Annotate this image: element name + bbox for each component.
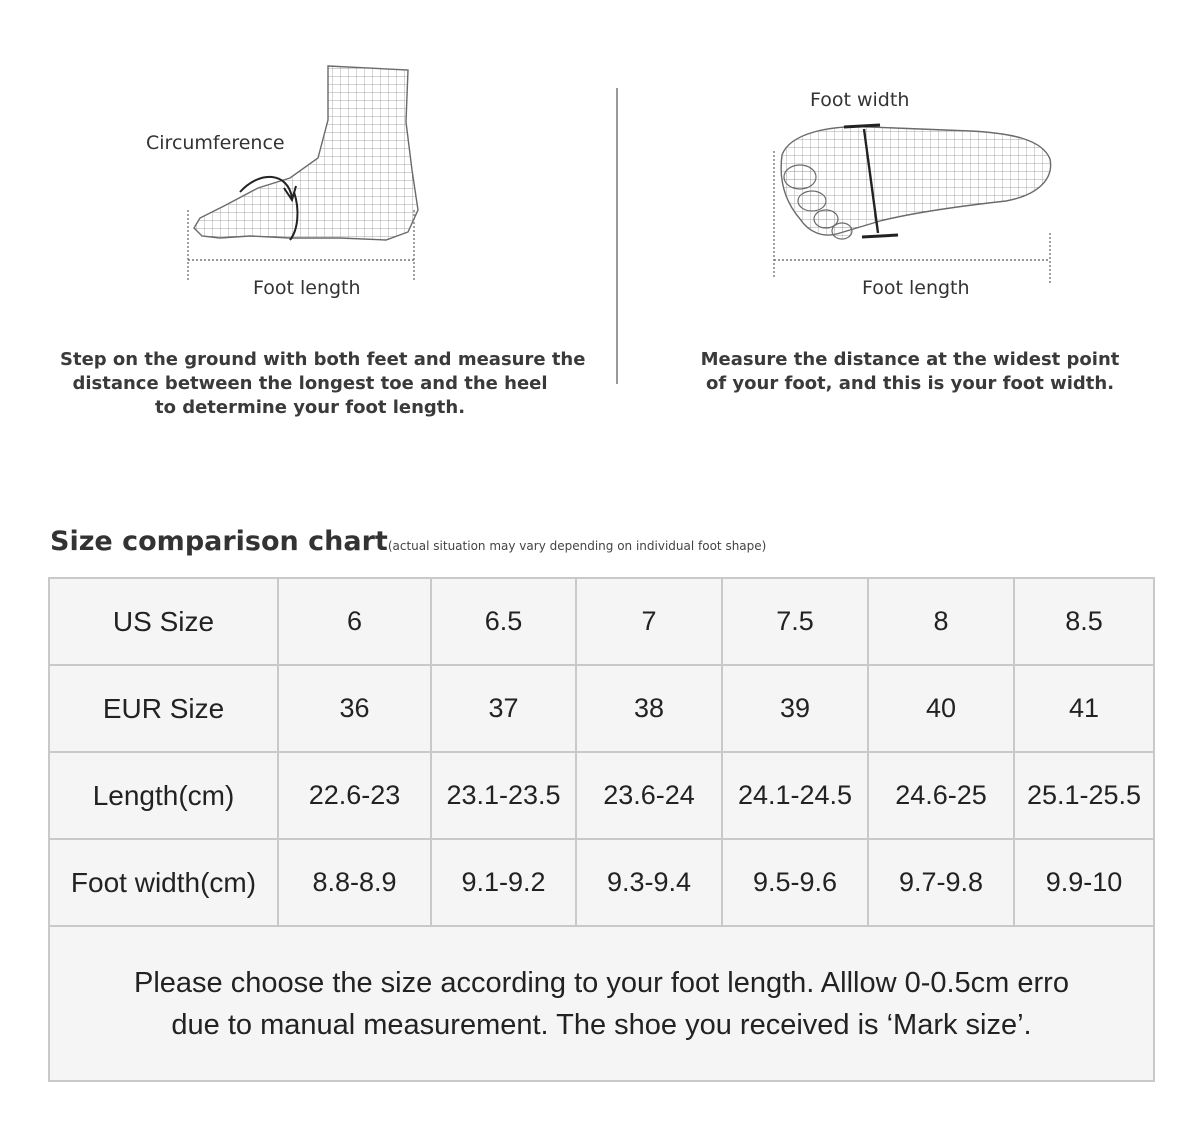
table-cell: 7 xyxy=(576,578,722,665)
caption-line: of your foot, and this is your foot width. xyxy=(705,373,1115,394)
table-cell: 22.6-23 xyxy=(278,752,431,839)
table-row-eur-size xyxy=(49,665,1154,752)
caption-line: distance between the longest toe and the heel xyxy=(72,373,548,394)
circumference-label: Circumference xyxy=(146,132,285,154)
top-foot-illustration xyxy=(770,115,1060,285)
sizing-footnote xyxy=(49,926,1154,1081)
caption-line: Measure the distance at the widest point xyxy=(700,349,1120,370)
row-header: Length(cm) xyxy=(49,752,278,839)
foot-width-guide xyxy=(620,0,1200,440)
size-chart-table xyxy=(48,577,1155,1082)
row-header: EUR Size xyxy=(49,665,278,752)
vertical-divider xyxy=(616,88,618,384)
foot-length-guide xyxy=(0,0,615,440)
table-cell: 9.9-10 xyxy=(1014,839,1154,926)
foot-width-instructions xyxy=(660,348,1160,396)
table-cell: 7.5 xyxy=(722,578,868,665)
table-cell: 37 xyxy=(431,665,576,752)
chart-title: Size comparison chart xyxy=(50,526,388,557)
foot-length-label-right: Foot length xyxy=(862,277,970,299)
side-foot-illustration xyxy=(180,60,430,285)
table-cell: 8.5 xyxy=(1014,578,1154,665)
table-cell: 39 xyxy=(722,665,868,752)
table-cell: 23.1-23.5 xyxy=(431,752,576,839)
foot-length-label-left: Foot length xyxy=(253,277,361,299)
table-cell: 9.3-9.4 xyxy=(576,839,722,926)
table-row-us-size xyxy=(49,578,1154,665)
table-cell: 8.8-8.9 xyxy=(278,839,431,926)
footnote-line: due to manual measurement. The shoe you received is ‘Mark size’. xyxy=(171,1008,1032,1041)
table-cell: 9.7-9.8 xyxy=(868,839,1014,926)
foot-width-label: Foot width xyxy=(810,89,910,111)
table-cell: 24.6-25 xyxy=(868,752,1014,839)
table-cell: 9.1-9.2 xyxy=(431,839,576,926)
table-cell: 23.6-24 xyxy=(576,752,722,839)
table-cell: 6.5 xyxy=(431,578,576,665)
table-cell: 41 xyxy=(1014,665,1154,752)
foot-length-instructions xyxy=(60,348,586,420)
table-row-length xyxy=(49,752,1154,839)
caption-line: to determine your foot length. xyxy=(154,397,466,418)
table-cell: 6 xyxy=(278,578,431,665)
table-cell: 25.1-25.5 xyxy=(1014,752,1154,839)
table-cell: 9.5-9.6 xyxy=(722,839,868,926)
chart-heading xyxy=(50,526,766,557)
table-cell: 38 xyxy=(576,665,722,752)
table-cell: 36 xyxy=(278,665,431,752)
table-cell: 8 xyxy=(868,578,1014,665)
table-cell: 40 xyxy=(868,665,1014,752)
footnote-line: Please choose the size according to your foot length. Alllow 0-0.5cm erro xyxy=(134,966,1069,999)
table-cell: 24.1-24.5 xyxy=(722,752,868,839)
caption-line: Step on the ground with both feet and measure the xyxy=(60,349,586,370)
table-row-foot-width xyxy=(49,839,1154,926)
row-header: US Size xyxy=(49,578,278,665)
chart-note: (actual situation may vary depending on individual foot shape) xyxy=(387,539,767,553)
row-header: Foot width(cm) xyxy=(49,839,278,926)
table-row-footnote xyxy=(49,926,1154,1081)
